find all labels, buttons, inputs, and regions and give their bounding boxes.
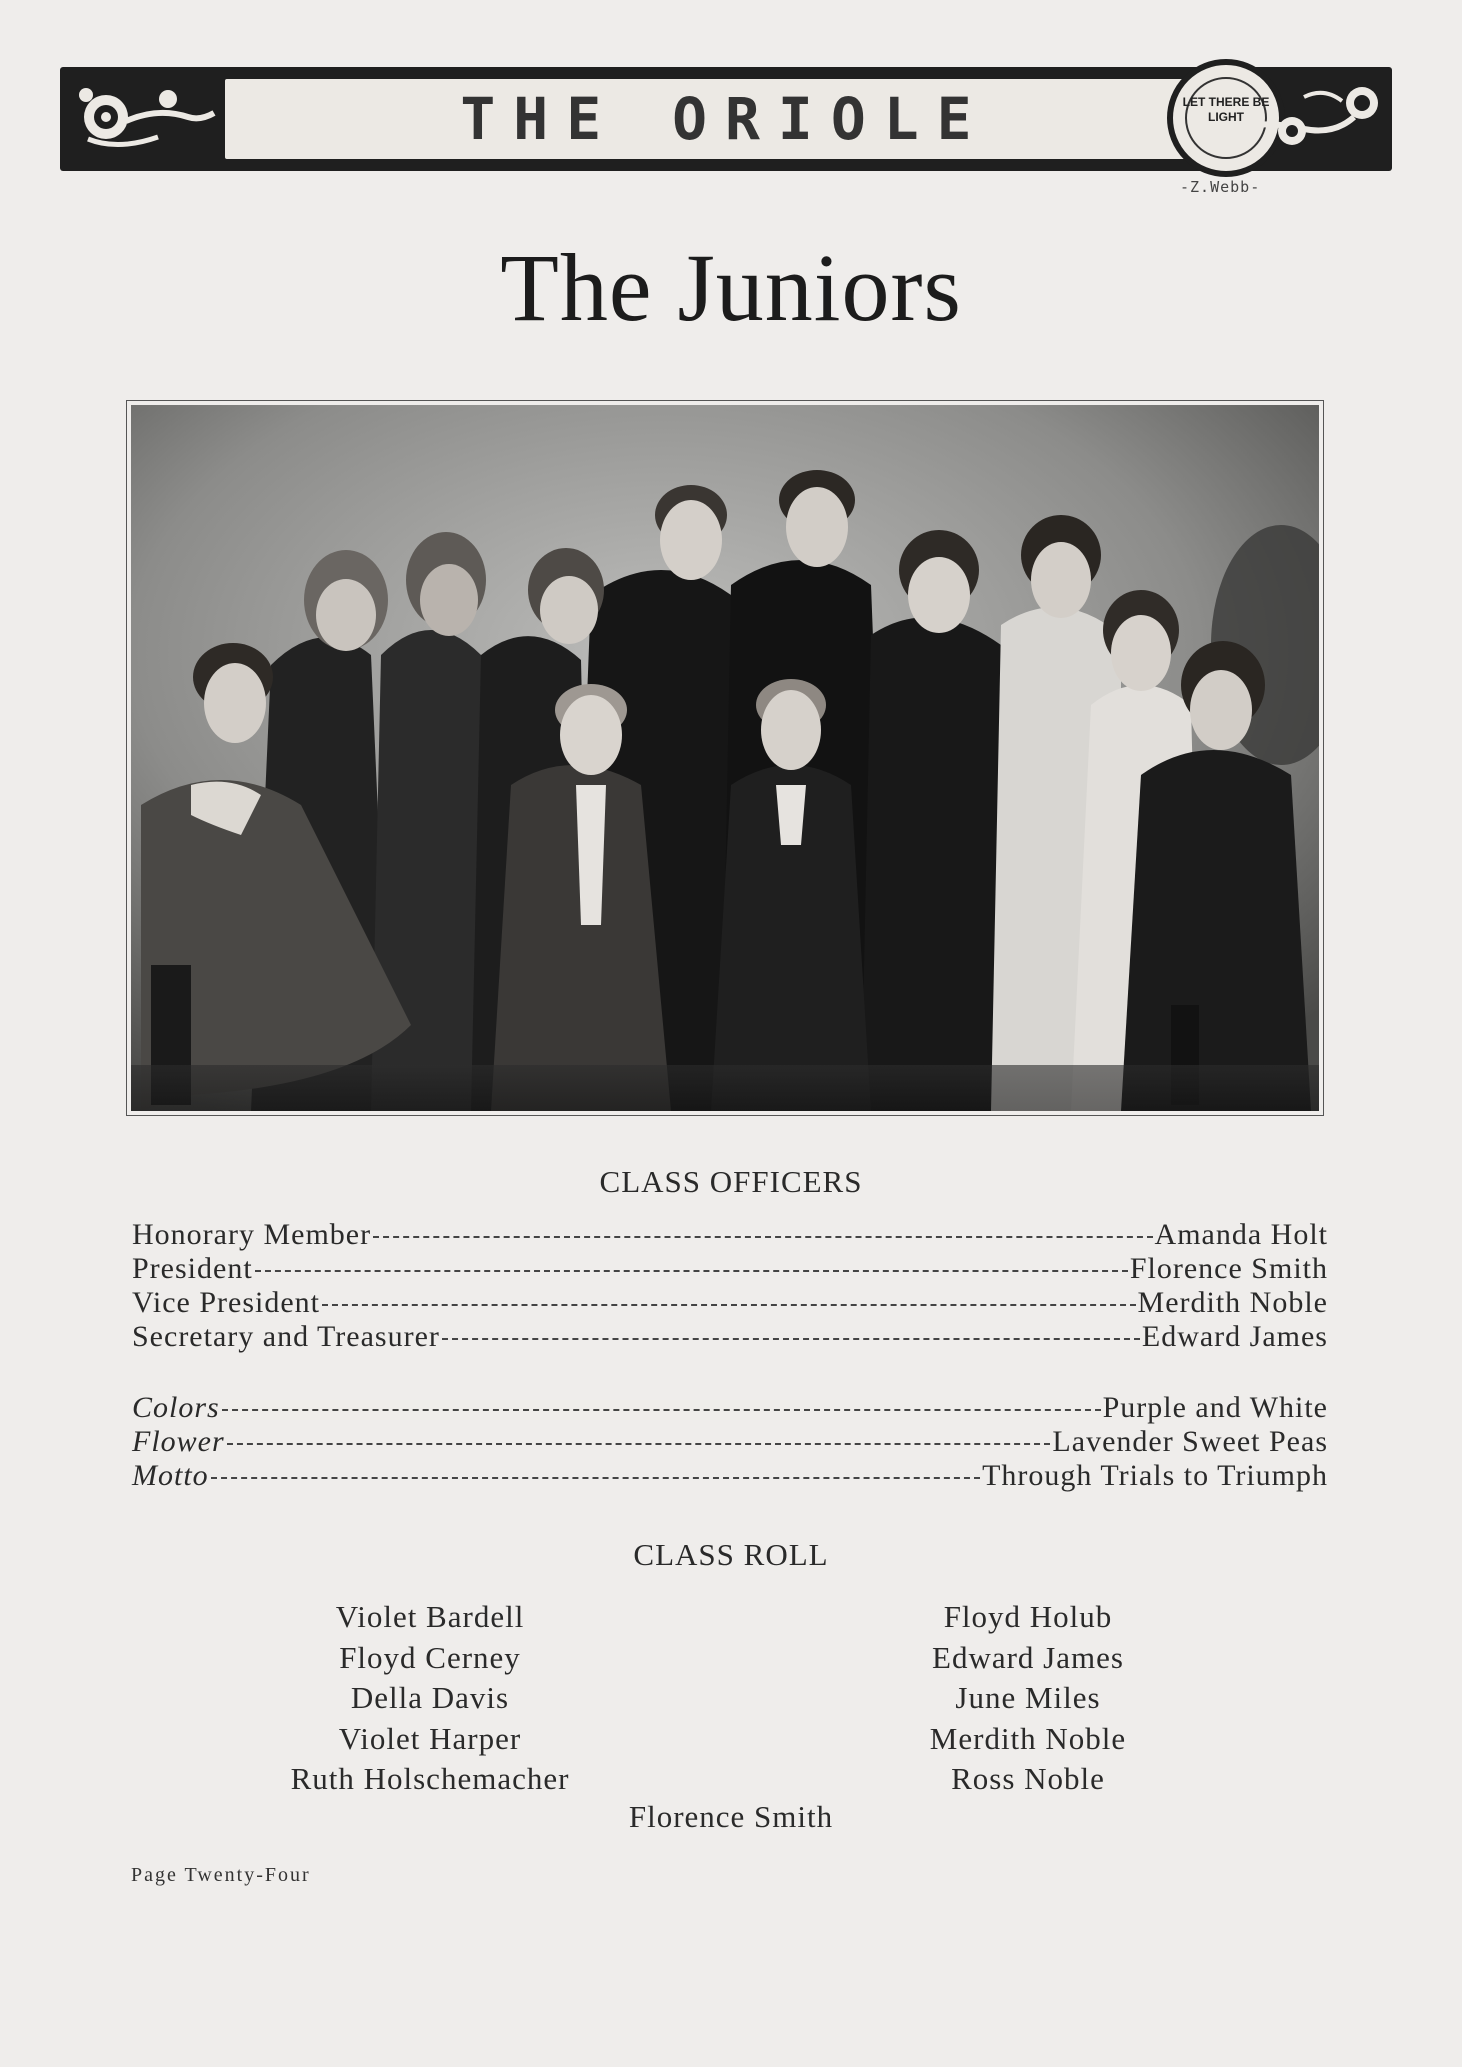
roll-name: Ross Noble xyxy=(951,1761,1105,1796)
officer-name: Merdith Noble xyxy=(1137,1286,1328,1319)
roll-name: Edward James xyxy=(932,1639,1124,1675)
officer-name: Amanda Holt xyxy=(1154,1218,1328,1251)
emblem-label: Flower xyxy=(132,1425,225,1458)
officer-name: Florence Smith xyxy=(1129,1252,1328,1285)
dot-leader xyxy=(373,1236,1152,1238)
officer-role: Vice President xyxy=(132,1286,320,1319)
roll-name: Ruth Holschemacher xyxy=(290,1761,570,1796)
officer-row xyxy=(132,1252,1328,1286)
dot-leader xyxy=(222,1409,1101,1411)
page-number: Page Twenty-Four xyxy=(131,1864,311,1886)
officer-role: Honorary Member xyxy=(132,1218,372,1251)
officer-row xyxy=(132,1286,1328,1320)
officers-heading: CLASS OFFICERS xyxy=(599,1164,863,1199)
floral-ornament-icon xyxy=(1234,77,1384,161)
dot-leader xyxy=(442,1338,1140,1340)
emblem-label: Colors xyxy=(132,1391,220,1424)
roll-name: Floyd Cerney xyxy=(339,1639,521,1675)
dot-leader xyxy=(227,1443,1051,1445)
emblem-value: Lavender Sweet Peas xyxy=(1052,1425,1328,1458)
roll-heading: CLASS ROLL xyxy=(633,1537,829,1572)
roll-name-center: Florence Smith xyxy=(628,1799,834,1834)
emblem-label: Motto xyxy=(132,1459,209,1492)
roll-column-left xyxy=(230,1597,630,1800)
emblem-row xyxy=(132,1459,1328,1493)
officer-row xyxy=(132,1218,1328,1252)
emblem-row xyxy=(132,1425,1328,1459)
roll-name: Violet Bardell xyxy=(335,1599,525,1634)
officers-list xyxy=(132,1218,1328,1354)
officer-row xyxy=(132,1320,1328,1354)
emblem-value: Purple and White xyxy=(1102,1391,1328,1424)
masthead-banner xyxy=(60,67,1392,171)
class-emblems-list xyxy=(132,1391,1328,1493)
roll-column-right xyxy=(828,1597,1228,1800)
artist-credit: -Z.Webb- xyxy=(1180,178,1261,196)
roll-name: Merdith Noble xyxy=(929,1720,1127,1756)
class-group-photo xyxy=(131,405,1319,1111)
page-title: The Juniors xyxy=(500,234,962,341)
roll-name: Violet Harper xyxy=(338,1720,522,1756)
roll-name: Della Davis xyxy=(350,1680,510,1715)
masthead-title-panel xyxy=(225,79,1225,159)
seal-motto: LET THERE BE LIGHT xyxy=(1182,95,1270,124)
dot-leader xyxy=(255,1270,1128,1272)
officer-name: Edward James xyxy=(1141,1320,1328,1353)
floral-ornament-icon xyxy=(68,77,218,161)
officer-role: Secretary and Treasurer xyxy=(132,1320,440,1353)
masthead-title: THE ORIOLE xyxy=(460,85,990,153)
emblem-value: Through Trials to Triumph xyxy=(982,1459,1328,1492)
dot-leader xyxy=(211,1477,980,1479)
dot-leader xyxy=(322,1304,1136,1306)
officer-role: President xyxy=(132,1252,253,1285)
roll-name: June Miles xyxy=(955,1680,1101,1715)
roll-name: Floyd Holub xyxy=(943,1599,1113,1634)
emblem-row xyxy=(132,1391,1328,1425)
